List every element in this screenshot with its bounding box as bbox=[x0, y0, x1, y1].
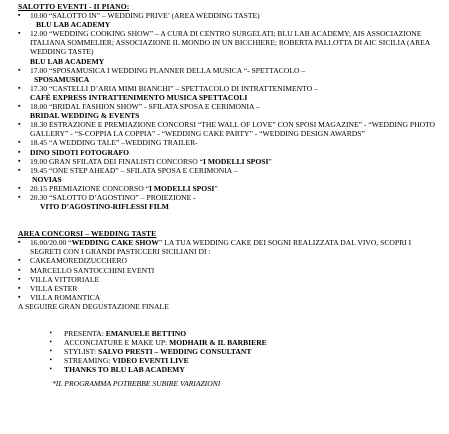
event-sponsor: NOVIAS bbox=[32, 174, 62, 184]
square-bullet-icon: ▪ bbox=[18, 138, 21, 147]
list-item: ▪ VILLA ROMANTICA bbox=[18, 292, 101, 302]
event-text: 12.00 “WEDDING COOKING SHOW” – A CURA DI CENTRO SURGELATI; BLU LAB ACADEMY; AIS ASSOCIAZIONE ITALIANA SOMMELIER; ASSOCIAZIONE IL MONDO IN UN BICCHIERE; ROBERTA PALLOTTA DI AIC SICILIA (AREA WEDDING TASTE) bbox=[30, 29, 430, 57]
disclaimer-note: *IL PROGRAMMA POTREBBE SUBIRE VARIAZIONI bbox=[52, 379, 221, 389]
event-list bbox=[18, 11, 443, 211]
cake-show-intro: ▪ 16.00/20.00 “WEDDING CAKE SHOW” LA TUA WEDDING CAKE DEI SOGNI REALIZZATA DAL VIVO, SCOPRI I SEGRETI CON I GRANDI PASTICCERI SICILIANI DI : bbox=[18, 238, 412, 257]
credits-list bbox=[18, 329, 443, 374]
list-item: ▪ MARCELLO SANTOCCHINI EVENTI bbox=[18, 265, 155, 275]
tasting-note: A SEGUIRE GRAN DEGUSTAZIONE FINALE bbox=[18, 301, 169, 311]
dot-bullet-icon: • bbox=[49, 338, 52, 347]
list-item bbox=[18, 157, 443, 166]
list-item bbox=[18, 184, 443, 193]
list-item bbox=[18, 29, 443, 56]
square-bullet-icon: ▪ bbox=[18, 147, 21, 156]
pastry-list bbox=[18, 256, 443, 301]
credit-item: • PRESENTA: EMANUELE BETTINO bbox=[18, 329, 443, 338]
square-bullet-icon: ▪ bbox=[18, 65, 21, 74]
event-text: 18.00 “BRIDAL FASHION SHOW” - SFILATA SPOSA E CERIMONIA – bbox=[30, 102, 260, 112]
list-item bbox=[18, 148, 443, 157]
event-text: 18.30 ESTRAZIONE E PREMIAZIONE CONCORSI “THE WALL OF LOVE” CON SPOSI MAGAZINE” - “WEDDING PHOTO GALLERY” - “S-COPPIA LA COPPIA” - “WEDDING CAKE PARTY” - “WEDDING DESIGN AWARDS” bbox=[30, 120, 436, 139]
list-item: ▪ VILLA ESTER bbox=[18, 283, 78, 293]
program-page bbox=[18, 0, 443, 389]
square-bullet-icon: ▪ bbox=[18, 183, 21, 192]
event-sponsor: CAFÈ EXPRESS INTRATTENIMENTO MUSICA SPETTACOLI bbox=[30, 92, 248, 102]
dot-bullet-icon: • bbox=[49, 356, 52, 365]
square-bullet-icon: ▪ bbox=[18, 292, 21, 301]
square-bullet-icon: ▪ bbox=[18, 192, 21, 201]
event-text: 10.00 “SALOTTO IN” – WEDDING PRIVE’ (AREA WEDDING TASTE) bbox=[30, 11, 260, 21]
dot-bullet-icon: • bbox=[49, 365, 52, 374]
square-bullet-icon: ▪ bbox=[18, 265, 21, 274]
event-sponsor: BLU LAB ACADEMY bbox=[30, 56, 105, 66]
credit-item: • STYLIST: SALVO PRESTI – WEDDING CONSULTANT bbox=[18, 347, 443, 356]
square-bullet-icon: ▪ bbox=[18, 102, 21, 111]
square-bullet-icon: ▪ bbox=[18, 274, 21, 283]
square-bullet-icon: ▪ bbox=[18, 156, 21, 165]
credit-item: • ACCONCIATURE E MAKE UP: MODHAIR & IL BARBIERE bbox=[18, 338, 443, 347]
event-text: 18.45 “A WEDDING TALE” –WEDDING TRAILER- bbox=[30, 138, 198, 148]
event-text: 17.00 “SPOSAMUSICA I WEDDING PLANNER DELLA MUSICA “- SPETTACOLO – bbox=[30, 65, 306, 75]
list-item bbox=[18, 120, 443, 138]
event-text: DINO SIDOTI FOTOGRAFO bbox=[30, 147, 130, 157]
square-bullet-icon: ▪ bbox=[18, 83, 21, 92]
event-text: 17.30 “CASTELLI D’ARIA MIMI BIANCHI” – SPETTACOLO DI INTRATTENIMENTO – bbox=[30, 83, 318, 93]
square-bullet-icon: ▪ bbox=[18, 29, 21, 38]
square-bullet-icon: ▪ bbox=[18, 283, 21, 292]
list-item: ▪ VILLA VITTORIALE bbox=[18, 274, 100, 284]
square-bullet-icon: ▪ bbox=[18, 256, 21, 265]
section-heading-salotto-eventi: SALOTTO EVENTI - II PIANO: bbox=[18, 2, 130, 11]
list-item bbox=[18, 84, 443, 93]
event-sponsor: VITO D’AGOSTINO-RIFLESSI FILM bbox=[40, 202, 169, 212]
event-sponsor: BLU LAB ACADEMY bbox=[36, 20, 111, 30]
list-item bbox=[18, 66, 443, 75]
list-item bbox=[18, 138, 443, 147]
event-sponsor: BRIDAL WEDDING & EVENTS bbox=[30, 111, 140, 121]
credit-item: • STREAMING: VIDEO EVENTI LIVE bbox=[18, 356, 443, 365]
list-item bbox=[18, 193, 443, 202]
event-text: 20.30 “SALOTTO D’AGOSTINO” – PROIEZIONE - bbox=[30, 192, 196, 202]
square-bullet-icon: ▪ bbox=[18, 165, 21, 174]
dot-bullet-icon: • bbox=[49, 347, 52, 356]
list-item bbox=[18, 102, 443, 111]
square-bullet-icon: ▪ bbox=[18, 238, 21, 247]
event-text: 19.45 “ONE STEP AHEAD” – SFILATA SPOSA E CERIMONIA – bbox=[30, 165, 238, 175]
square-bullet-icon: ▪ bbox=[18, 120, 21, 129]
credit-item: • THANKS TO BLU LAB ACADEMY bbox=[18, 365, 443, 374]
list-item bbox=[18, 166, 443, 175]
square-bullet-icon: ▪ bbox=[18, 11, 21, 20]
event-sponsor: SPOSAMUSICA bbox=[34, 74, 90, 84]
list-item bbox=[18, 11, 443, 20]
section-heading-area-concorsi: AREA CONCORSI – WEDDING TASTE bbox=[18, 229, 157, 239]
event-text: 19.00 GRAN SFILATA DEI FINALISTI CONCORSO “I MODELLI SPOSI” bbox=[30, 156, 272, 166]
dot-bullet-icon: • bbox=[49, 329, 52, 337]
list-item: ▪ CAKEAMOREDIZUCCHERO bbox=[18, 256, 128, 266]
event-text: 20.15 PREMIAZIONE CONCORSO “I MODELLI SPOSI” bbox=[30, 183, 218, 193]
